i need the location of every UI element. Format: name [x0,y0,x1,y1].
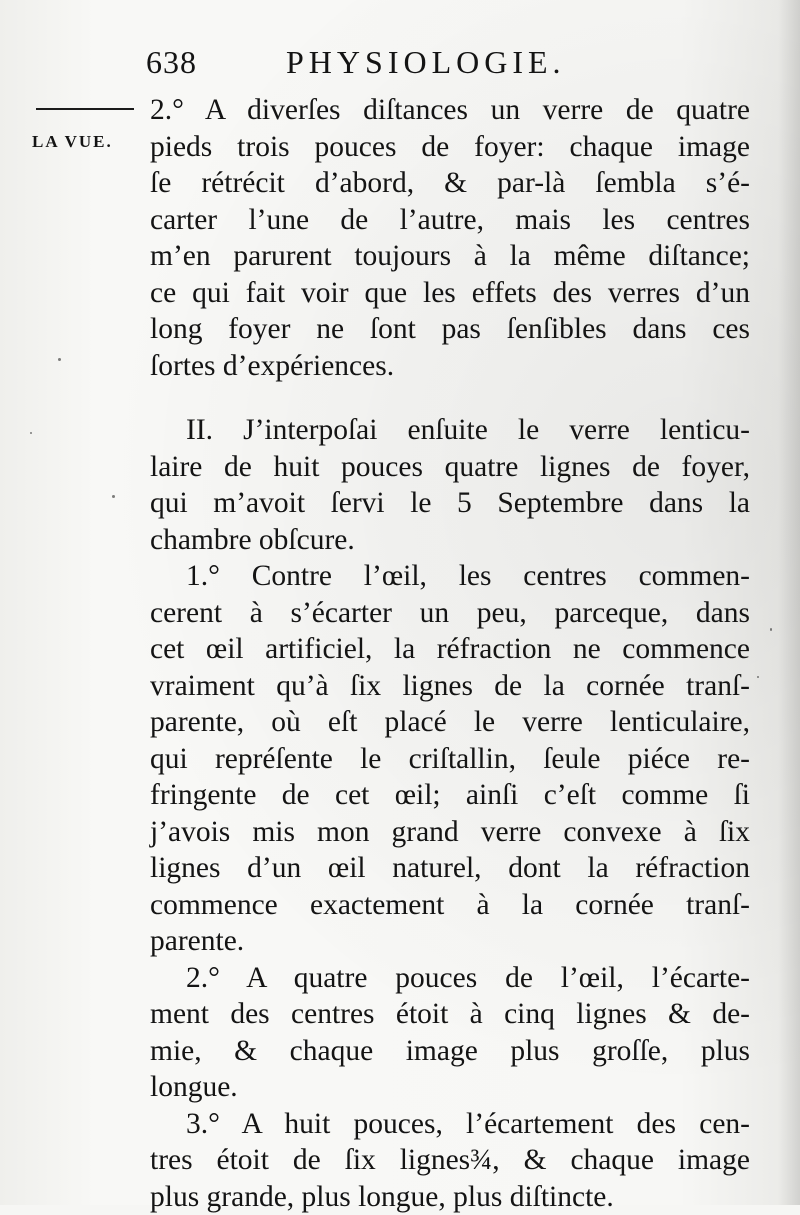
text-line: long foyer ne ſont pas ſenſibles dans ces [150,311,750,348]
text-line: plus grande, plus longue, plus diſtincte. [150,1179,750,1215]
body-text [150,92,750,1215]
text-line: 2.° A diverſes diſtances un verre de quatre [150,92,750,129]
text-line: j’avois mis mon grand verre convexe à ſix [150,814,750,851]
text-line: qui m’avoit ſervi le 5 Septembre dans la [150,485,750,522]
text-line: vraiment qu’à ſix lignes de la cornée tranſ- [150,668,750,705]
page-edge-shadow [778,0,800,1205]
text-line: longue. [150,1069,750,1106]
text-line: qui repréſente le criſtallin, ſeule piéce re- [150,741,750,778]
text-line: cet œil artificiel, la réfraction ne commence [150,631,750,668]
text-line: chambre obſcure. [150,522,750,559]
text-line: parente, où eſt placé le verre lenticulaire, [150,704,750,741]
text-line: pieds trois pouces de foyer: chaque image [150,129,750,166]
text-line: mie, & chaque image plus groſſe, plus [150,1033,750,1070]
text-line: m’en parurent toujours à la même diſtance; [150,238,750,275]
text-line: fringente de cet œil; ainſi c’eſt comme ſi [150,777,750,814]
page-number: 638 [146,44,197,81]
text-line: 2.° A quatre pouces de l’œil, l’écarte- [150,960,750,997]
page-header [146,40,706,90]
text-line: lignes d’un œil naturel, dont la réfraction [150,850,750,887]
text-line: carter l’une de l’autre, mais les centres [150,202,750,239]
text-line: ſe rétrécit d’abord, & par-là ſembla s’é- [150,165,750,202]
paragraph-gap [150,384,750,412]
text-line: ſortes d’expériences. [150,348,750,385]
text-line: ce qui fait voir que les effets des verres d’un [150,275,750,312]
running-title: PHYSIOLOGIE. [286,44,566,81]
text-line: 1.° Contre l’œil, les centres commen- [150,558,750,595]
text-line: II. J’interpoſai enſuite le verre lenticu- [150,412,750,449]
margin-rule [36,108,134,110]
text-line: 3.° A huit pouces, l’écartement des cen- [150,1106,750,1143]
margin-note: LA VUE. [32,132,113,152]
text-line: parente. [150,923,750,960]
text-line: tres étoit de ſix lignes¾, & chaque image [150,1142,750,1179]
text-line: laire de huit pouces quatre lignes de foyer, [150,449,750,486]
text-line: ment des centres étoit à cinq lignes & de- [150,996,750,1033]
text-line: cerent à s’écarter un peu, parceque, dans [150,595,750,632]
text-line: commence exactement à la cornée tranſ- [150,887,750,924]
